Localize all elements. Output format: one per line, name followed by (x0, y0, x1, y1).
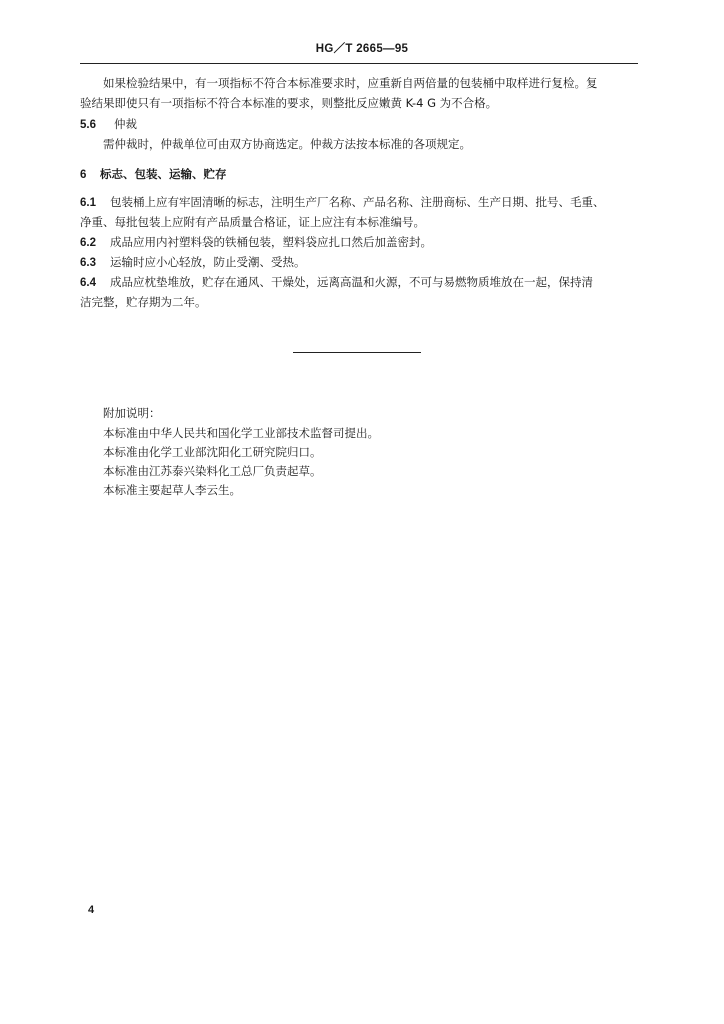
clause-number: 5.6 (80, 119, 96, 131)
clause-5-6-heading (80, 116, 137, 133)
section-number: 6 (80, 169, 87, 181)
clause-5-5-text-line-2: 验结果即使只有一项指标不符合本标准的要求，则整批反应嫩黄 K-4 G 为不合格。 (80, 96, 498, 110)
clause-number: 6.4 (80, 277, 96, 289)
appendix-title: 附加说明： (103, 406, 161, 420)
clause-6-4-line-2: 洁完整，贮存期为二年。 (80, 295, 207, 309)
section-6-heading (80, 166, 227, 183)
clause-6-4-line-1 (80, 274, 593, 291)
clause-6-1-line-1 (80, 194, 605, 211)
page-number: 4 (88, 904, 95, 916)
section-title: 标志、包装、运输、贮存 (100, 167, 227, 181)
clause-number: 6.2 (80, 237, 96, 249)
clause-number: 6.1 (80, 197, 96, 209)
clause-text: 成品应用内衬塑料袋的铁桶包装，塑料袋应扎口然后加盖密封。 (110, 235, 432, 249)
clause-title: 仲裁 (114, 117, 137, 131)
clause-text: 成品应枕垫堆放，贮存在通风、干燥处，远离高温和火源，不可与易燃物质堆放在一起，保持清 (110, 275, 593, 289)
clause-number: 6.3 (80, 257, 96, 269)
appendix-line: 本标准由江苏泰兴染料化工总厂负责起草。 (103, 464, 322, 478)
end-of-text-rule (293, 352, 421, 353)
clause-text: 包装桶上应有牢固清晰的标志，注明生产厂名称、产品名称、注册商标、生产日期、批号、毛重、 (110, 195, 605, 209)
header-rule (80, 63, 638, 64)
clause-6-3 (80, 254, 306, 271)
appendix-line: 本标准由中华人民共和国化学工业部技术监督司提出。 (103, 426, 379, 440)
clause-6-2 (80, 234, 432, 251)
clause-6-1-line-2: 净重、每批包装上应附有产品质量合格证，证上应注有本标准编号。 (80, 215, 425, 229)
standard-code-header: HG／T 2665—95 (315, 43, 409, 55)
clause-5-5-text-line-1: 如果检验结果中，有一项指标不符合本标准要求时，应重新自两倍量的包装桶中取样进行复检。复 (103, 76, 598, 90)
clause-5-6-text: 需仲裁时，仲裁单位可由双方协商选定。仲裁方法按本标准的各项规定。 (103, 137, 471, 151)
appendix-line: 本标准主要起草人李云生。 (103, 483, 241, 497)
clause-text: 运输时应小心轻放，防止受潮、受热。 (110, 255, 306, 269)
appendix-line: 本标准由化学工业部沈阳化工研究院归口。 (103, 445, 322, 459)
